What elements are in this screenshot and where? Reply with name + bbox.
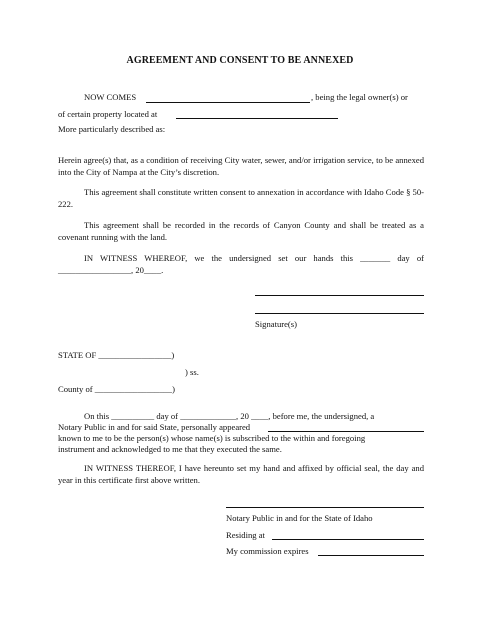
signature-line-1[interactable] — [255, 295, 424, 296]
state-of-line: STATE OF _________________) — [58, 350, 175, 360]
described-label: More particularly described as: — [58, 124, 166, 134]
residing-at-label: Residing at — [226, 530, 265, 540]
property-address-line[interactable] — [176, 118, 338, 119]
recorded-text: This agreement shall be recorded in the records of Canyon County and shall be treated as a covenant running with the land. — [58, 220, 424, 242]
commission-expires-line[interactable] — [318, 555, 424, 556]
consent-paragraph — [58, 187, 424, 210]
recorded-paragraph — [58, 220, 424, 243]
document-title: AGREEMENT AND CONSENT TO BE ANNEXED — [126, 55, 354, 66]
agree-paragraph: Herein agree(s) that, as a condition of receiving City water, sewer, and/or irrigation service, to be annexed into the City of Nampa at the City’s discretion. — [58, 155, 424, 177]
witness-paragraph — [58, 253, 424, 276]
residing-at-line[interactable] — [272, 539, 424, 540]
signature-line-2[interactable] — [255, 313, 424, 314]
thereof-text: IN WITNESS THEREOF, I have hereunto set my hand and affixed by official seal, the day and year in this certificate first above written. — [58, 463, 424, 485]
notary-public-label: Notary Public in and for the State of Idaho — [226, 513, 373, 523]
property-located-label: of certain property located at — [58, 109, 158, 119]
signature-label: Signature(s) — [255, 319, 298, 329]
notary-line-1: On this __________ day of _____________, 20 ____, before me, the undersigned, a — [84, 411, 375, 421]
commission-expires-label: My commission expires — [226, 546, 309, 556]
notary-line-2: Notary Public in and for said State, personally appeared — [58, 422, 251, 432]
county-of-line: County of __________________) — [58, 384, 175, 394]
owner-name-line[interactable] — [146, 102, 310, 103]
now-comes-label: NOW COMES — [84, 92, 137, 102]
notary-line-4: instrument and acknowledged to me that they executed the same. — [58, 444, 282, 454]
appeared-name-line[interactable] — [268, 431, 424, 432]
ss-label: ) ss. — [185, 367, 199, 377]
notary-signature-line[interactable] — [226, 507, 424, 508]
legal-owner-text: , being the legal owner(s) or — [311, 92, 408, 102]
thereof-paragraph — [58, 463, 424, 486]
consent-text: This agreement shall constitute written consent to annexation in accordance with Idaho Code § 50-222. — [58, 187, 424, 209]
witness-text: IN WITNESS WHEREOF, we the undersigned set our hands this _______ day of _________________, 20____. — [58, 253, 424, 275]
notary-line-3: known to me to be the person(s) whose name(s) is subscribed to the within and foregoing — [58, 433, 366, 443]
